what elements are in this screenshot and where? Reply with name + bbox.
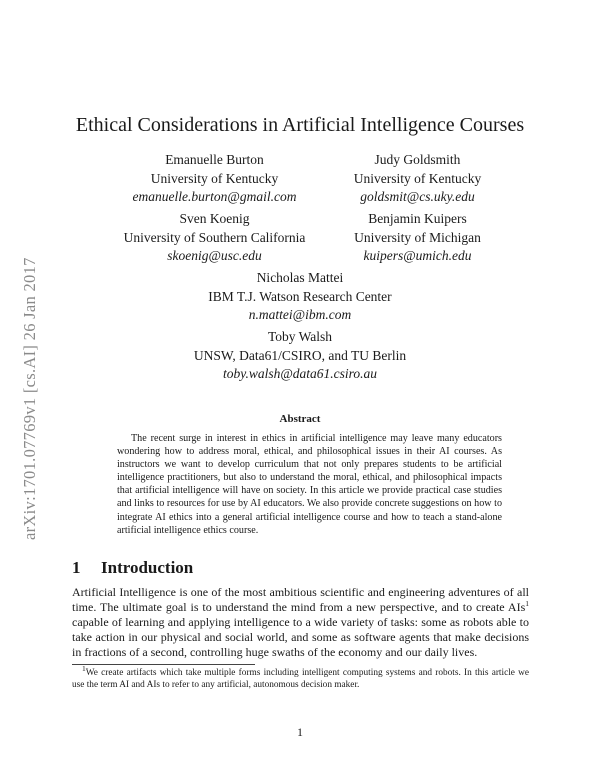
author-name: Judy Goldsmith: [374, 152, 461, 167]
section-title: Introduction: [101, 558, 194, 577]
author-affiliation: University of Southern California: [123, 229, 306, 245]
author-affiliation: University of Kentucky: [150, 170, 279, 186]
author-name: Nicholas Mattei: [256, 270, 344, 285]
section-heading: [72, 558, 193, 578]
author-block: [112, 210, 317, 266]
author-block: [150, 269, 450, 325]
page-number: 1: [297, 725, 303, 739]
arxiv-identifier: arXiv:1701.07769v1 [cs.AI] 26 Jan 2017: [20, 257, 39, 540]
author-name: Toby Walsh: [267, 329, 333, 344]
author-name: Sven Koenig: [179, 211, 250, 226]
author-block: [150, 328, 450, 384]
author-email: n.mattei@ibm.com: [248, 307, 352, 322]
author-email: skoenig@usc.edu: [167, 248, 262, 263]
author-block: [330, 151, 505, 207]
author-affiliation: IBM T.J. Watson Research Center: [208, 288, 392, 304]
author-name: Emanuelle Burton: [165, 152, 264, 167]
intro-paragraph: [72, 585, 529, 660]
intro-text-start: Artificial Intelligence is one of the most ambitious scientific and engineering adventures of all time. The ultimate goal is to understand the mind from a new perspective, and to create AIs: [72, 585, 529, 614]
author-block: [330, 210, 505, 266]
paper-title: Ethical Considerations in Artificial Intelligence Courses: [75, 114, 525, 136]
footnote: [72, 663, 529, 691]
footnote-divider: [72, 664, 255, 665]
author-email: goldsmit@cs.uky.edu: [360, 189, 475, 204]
abstract-heading: Abstract: [279, 413, 321, 425]
footnote-number: 1: [82, 663, 86, 673]
section-number: 1: [72, 558, 81, 577]
author-affiliation: University of Kentucky: [353, 170, 482, 186]
author-email: emanuelle.burton@gmail.com: [132, 189, 297, 204]
author-email: toby.walsh@data61.csiro.au: [222, 366, 378, 381]
footnote-marker[interactable]: 1: [525, 599, 529, 608]
author-affiliation: University of Michigan: [354, 229, 481, 245]
intro-text-end: capable of learning and applying intelligence to a wide variety of tasks: some as robots able to take action in our physical and social world, and some as software agents that make decisions in fractions of a second, controlling huge swaths of the economy and our daily lives.: [72, 615, 529, 659]
author-affiliation: UNSW, Data61/CSIRO, and TU Berlin: [193, 347, 407, 363]
author-block: [112, 151, 317, 207]
author-name: Benjamin Kuipers: [368, 211, 467, 226]
author-email: kuipers@umich.edu: [363, 248, 472, 263]
footnote-text: We create artifacts which take multiple forms including intelligent computing systems and robots. In this article we use the term AI and AIs to refer to any artificial, autonomous decision maker.: [72, 668, 529, 690]
abstract-text: The recent surge in interest in ethics in artificial intelligence may leave many educators wondering how to address moral, ethical, and philosophical issues in their AI courses. As instructors we want to develop curriculum that not only prepares students to be artificial intelligence practitioners, but also to understand the moral, ethical, and philosophical impacts that artificial intelligence will have on society. In this article we provide practical case studies and links to resources for use by AI educators. We also provide concrete suggestions on how to integrate AI ethics into a general artificial intelligence course and how to teach a stand-alone artificial intelligence ethics course.: [117, 433, 502, 536]
